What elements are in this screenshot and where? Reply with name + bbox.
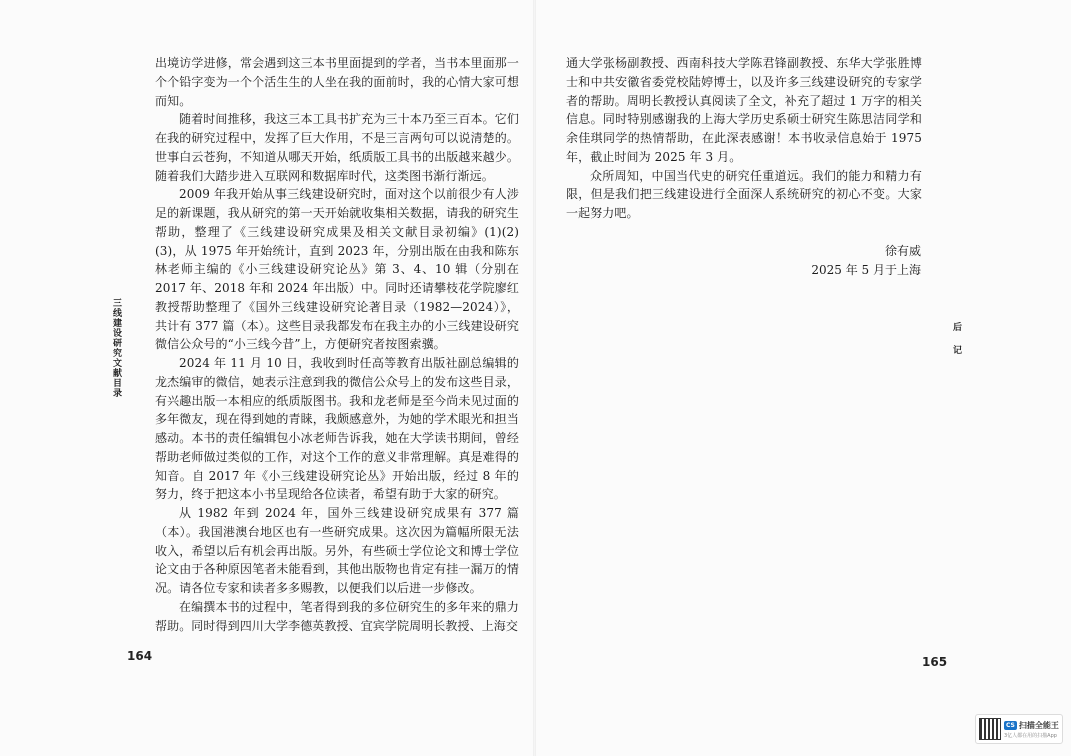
qr-code-icon	[979, 718, 1001, 740]
running-head-book-title: 三线建设研究文献目录	[111, 298, 121, 398]
paragraph: 随着时间推移，我这三本工具书扩充为三十本乃至三百本。它们在我的研究过程中，发挥了巨大作用，不是三言两句可以说清楚的。世事白云苍狗，不知道从哪天开始，纸质版工具书的出版越来越少。随着我们大踏步进入互联网和数据库时代，这类图书渐行渐远。	[155, 112, 519, 183]
paragraph: 众所周知，中国当代史的研究任重道远。我们的能力和精力有限，但是我们把三线建设进行全面深人系统研究的初心不变。大家一起努力吧。	[566, 168, 922, 220]
signature-block	[721, 242, 921, 280]
paragraph: 通大学张杨副教授、西南科技大学陈君锋副教授、东华大学张胜博士和中共安徽省委党校陆婷博士，以及许多三线建设研究的专家学者的帮助。周明长教授认真阅读了全文，补充了超过 1 万字的相关信息。同时特别感谢我的上海大学历史系硕士研究生陈思洁同学和余佳琪同学的热情帮助，在此深表感谢！本书收录信息始于 1975 年，截止时间为 2025 年 3 月。	[566, 56, 922, 164]
scanner-watermark	[975, 714, 1063, 744]
left-page-body	[155, 54, 519, 635]
date-place: 2025 年 5 月于上海	[811, 263, 921, 277]
left-page	[0, 0, 535, 756]
running-head-section-title: 后记	[951, 322, 961, 368]
scanner-app-name: 扫描全能王	[1018, 720, 1059, 730]
paragraph: 2009 年我开始从事三线建设研究时，面对这个以前很少有人涉足的新课题，我从研究的第一天开始就收集相关数据，请我的研究生帮助，整理了《三线建设研究成果及相关文献目录初编》(1)(2)(3)，从 1975 年开始统计，直到 2023 年，分别出版在由我和陈东林老师主编的《小三线建设研究论丛》第 3、4、10 辑（分别在 2017 年、2018 年和 2024 年出版）中。同时还请攀枝花学院廖红教授帮助整理了《国外三线建设研究论著目录（1982—2024）》，共计有 377 篇（本）。这些目录我都发布在我主办的小三线建设研究微信公众号的“小三线今昔”上，方便研究者按图索骥。	[155, 187, 519, 352]
page-number: 164	[127, 649, 153, 663]
page-number: 165	[922, 655, 948, 669]
paragraph: 在编撰本书的过程中，笔者得到我的多位研究生的多年来的鼎力帮助。同时得到四川大学李德英教授、宜宾学院周明长教授、上海交	[155, 599, 519, 633]
paragraph: 2024 年 11 月 10 日，我收到时任高等教育出版社副总编辑的龙杰编审的微信，她表示注意到我的微信公众号上的发布这些目录，有兴趣出版一本相应的纸质版图书。我和龙老师是至今尚未见过面的多年微友，现在得到她的青睐，我颇感意外，为她的学术眼光和担当感动。本书的责任编辑包小冰老师告诉我，她在大学读书期间，曾经帮助老师做过类似的工作，对这个工作的意义非常理解。真是难得的知音。自 2017 年《小三线建设研究论丛》开始出版，经过 8 年的努力，终于把这本小书呈现给各位读者，希望有助于大家的研究。	[155, 356, 519, 502]
author-name: 徐有威	[884, 244, 921, 258]
right-page-body	[566, 54, 922, 223]
paragraph: 出境访学进修，常会遇到这三本书里面提到的学者，当书本里面那一个个铅字变为一个个活生生的人坐在我的面前时，我的心情大家可想而知。	[155, 56, 519, 108]
right-page	[536, 0, 1071, 756]
scanner-tagline: 3亿人都在用的扫描App	[1004, 732, 1057, 739]
paragraph: 从 1982 年到 2024 年，国外三线建设研究成果有 377 篇（本）。我国港澳台地区也有一些研究成果。这次因为篇幅所限无法收入，希望以后有机会再出版。另外，有些硕士学位论文和博士学位论文由于各种原因笔者未能看到，其他出版物也肯定有挂一漏万的情况。请各位专家和读者多多赐教，以便我们以后进一步修改。	[155, 506, 519, 595]
camscanner-logo: CS	[1006, 721, 1015, 729]
